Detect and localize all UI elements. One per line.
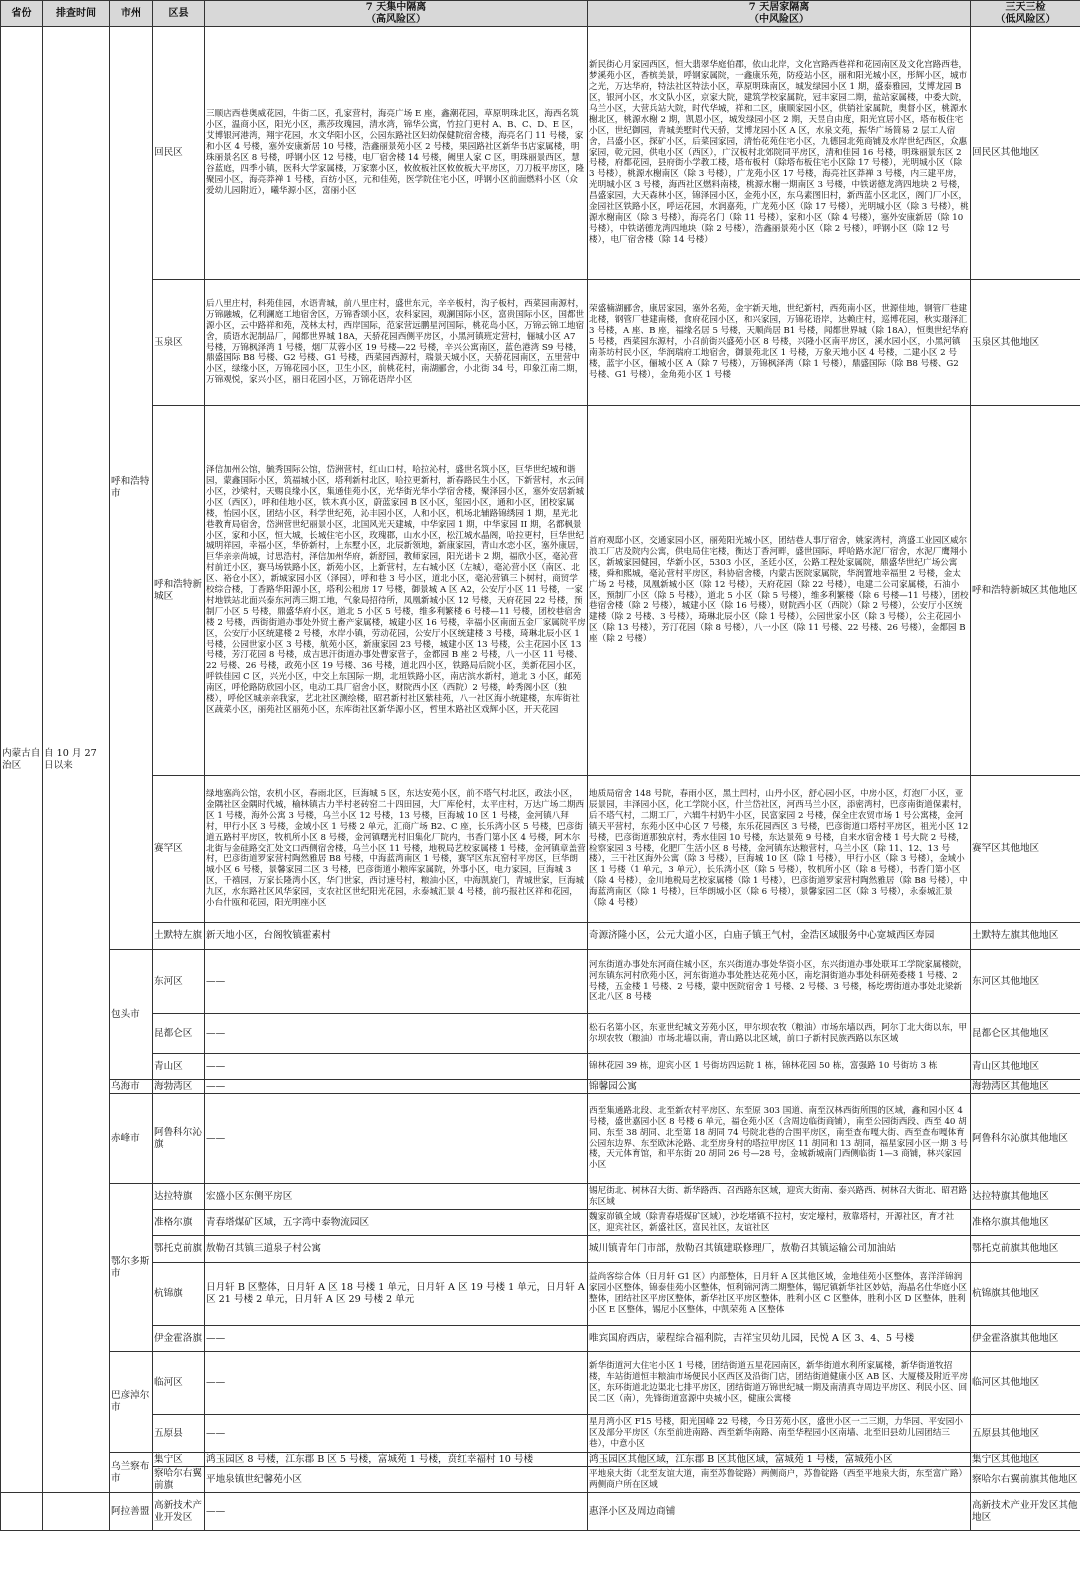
header-high-risk [205,1,588,27]
header-high-sub: （高风险区） [366,13,426,25]
high-risk-cell: —— [205,1326,588,1352]
high-risk-cell: —— [205,1014,588,1054]
low-risk-cell: 赛罕区其他地区 [971,776,1080,923]
table-row [1,1014,1080,1054]
table-row [1,1467,1080,1493]
city-cell: 包头市 [110,950,153,1080]
county-cell: 达拉特旗 [153,1184,205,1210]
table-row [1,1352,1080,1415]
mid-risk-cell: 河东街道办事处东河商住城小区，东兴街道办事处华资小区，东兴街道办事处联耳工学院家属楼院，河东镇东河村欣苑小区，河东街道办事处胜达花苑小区，南圪洞街道办事处科研苑委楼 1 号楼、2 号楼，五金楼 1 号楼、2 号楼，蒙中医院宿舍 1 号楼、2 号楼、3 号楼，杨圪塄街道办事处北梁新区北八区 8 号楼 [588,950,971,1014]
low-risk-cell: 呼和浩特新城区其他地区 [971,406,1080,776]
mid-risk-cell: 松石名第小区，东亚世纪城文芳苑小区，甲尔坝农牧（粮油）市场东墙以西，阿尔丁北大街以东，甲尔坝农牧（粮油）市场北墙以南，青山路以北区域，前口子新村民族西路以东区域 [588,1014,971,1054]
low-risk-cell: 鄂托克前旗其他地区 [971,1236,1080,1263]
mid-risk-cell: 锦林花园 39 栋，迎宾小区 1 号街坊四运院 1 栋，锦林花园 50 栋，富强路 10 号街坊 3 栋 [588,1054,971,1080]
high-risk-cell: 平地泉镇世纪馨苑小区 [205,1467,588,1493]
high-risk-cell: 宏盛小区东侧平房区 [205,1184,588,1210]
county-cell: 伊金霍洛旗 [153,1326,205,1352]
county-cell: 呼和浩特新城区 [153,406,205,776]
table-row [1,1263,1080,1326]
high-risk-cell: 三顺店西巷奥威花园，牛街二区，孔家营村，海亮广场 E 座，鑫潮花园，草原明珠北区，海西名筑小区，温商小区，阳光小区，燕莎玫瑰园，清水湾，锦华公寓，竹拉门更村 A、B、C、D、E 区，艾博银河港湾，翔宇花园，水文华阳小区，公园东路社区妇幼保健院宿舍楼，海亮名门 11 号楼，家和小区 4 号楼，塞外安康新居 10 号楼，浩鑫丽景苑小区 2 号楼，果园路社区新华书店家属楼，明珠丽景名区 8 号楼，呼钢小区 12 号楼，电厂宿舍楼 14 号楼，阙里人家 C 区，明珠丽景西区，慧谷蓝庭，四季小镇，医科大学家属楼，万家寨小区，攸攸板社区攸攸板大平房区，刀刀板平房区，隆聚园小区，海亮莽禅 1 号楼，百纺小区，元和佳苑，医学院住宅小区，呼钢小区前面燃料小区（众爱幼儿园附近），曦华源小区，富丽小区 [205,27,588,280]
city-cell: 乌海市 [110,1080,153,1094]
city-cell: 呼和浩特市 [110,27,153,950]
mid-risk-cell: 西至集通路北段、北至新农村平房区、东至原 303 国道、南至汉林西街所围的区域，鑫和园小区 4 号楼，盛世嘉园小区 8 号楼 6 单元，福仓苑小区（含周边临街商铺），南至公园街西段、西至 40 胡同、东至 38 胡同、北至第 18 胡同 74 号院北巷的合围平房区，南至查布嘎大街、西至查布嘎体育公园东边界、东至欧沐沦路、北至房身村的塔拉甲房区 11 胡同和 13 胡同，福星家园小区一期 3 号楼，天元体育馆，和平东街 20 胡同 26 号—28 号，金城新城南门西侧临街 1—3 商铺，林兴家园小区 [588,1094,971,1184]
low-risk-cell: 集宁区其他地区 [971,1453,1080,1467]
high-risk-cell: 日月轩 B 区整体，日月轩 A 区 18 号楼 1 单元，日月轩 A 区 19 号楼 1 单元，日月轩 A 区 21 号楼 2 单元，日月轩 A 区 29 号楼 2 单元 [205,1263,588,1326]
header-low-title: 三天三检 [1005,1,1046,13]
mid-risk-cell: 首府观邸小区，交通家园小区，丽苑阳光城小区，团结巷人事厅宿舍，姚家湾村，湾盛工业园区威尔浪工厂店及院内公寓，供电局住宅楼，衡达丁香河畔，盛世国际，呼哈路水泥厂宿舍，水泥厂鹰翔小区，新城家园健园，华新小区，5303 小区，圣廷小区，公路工程处家属院，鼎盛华世纪广场公寓楼，舜和熙城，毫沁营村平房区，科协宿舍楼，内蒙古医院家属院，华润置地幸福里 2 号楼，金太广场 2 号楼，凤凰新城小区（除 12 号楼），天府花园（除 22 号楼），电建二公司家属楼，石油小区，预制厂小区（除 5 号楼），道北 5 小区（除 5 号楼），维多利繁楼（除 6 号楼—11 号楼），团校巷宿舍楼（除 2 号楼），城建小区（除 16 号楼），财院西小区（西院）（除 2 号楼），公安厅小区统建楼（除 2 号楼、3 号楼），琦琳北辰小区（除 1 号楼），公园世家小区（除 3 号楼），公主花园小区（除 13 号楼），芳汀花园（除 8 号楼），八一小区（除 11 号楼、22 号楼、26 号楼），金都园 B 座（除 2 号楼） [588,406,971,776]
high-risk-cell: 绿地塞尚公馆，农机小区，春雨北区，巨海城 5 区，东达安苑小区，前不塔气村北区，政法小区，金隅社区金隅时代城，榆林镇古力半村老砖窑二十四田园，大厂库伦村，太平庄村，万达广场二期西区 1 号楼，海外公寓 3 号楼，乌兰小区 12 号楼，13 号楼，巨海城 10 区 1 号楼，金河镇八拜村，甲行小区 3 号楼，金域小区 1 号楼 2 单元，汇商广场 B2、C 座，长乐湾小区 5 号楼，巴彦街道五路村平房区，牧机所小区 8 号楼，金河镇曙光村旧集化厂院内，书香门第小区 4 号楼，阿木尔北街与金硅路交汇处文口西侧宿舍楼，乌兰小区 11 号楼，地税局艺校家属楼 1 号楼，金河镇章盖营村，巴彦街道罗家营村陶然雅居 B8 号楼，中海蓝湾南区 1 号楼，赛罕区东瓦窑村平房区，巨华朗城小区 6 号楼，景馨家园二区 3 号楼，巴彦街道小粮库家属院，外事小区，电力家园，巨海城 3 区，千禧园，万家长隆湾小区，华门世家，西讨速号村，粮油小区，中海凯旋门，青城世家，巨海城九区，水东路社区风华家园，支农社区世纪阳光花园，永泰城汇景 4 号楼，前巧报社区祥和花园，小台什瓯和花园，阳光明座小区 [205,776,588,923]
header-row [1,1,1080,27]
header-time: 排查时间 [43,1,110,27]
mid-risk-cell: 锡尼街北、树林召大街、新华路西、召西路东区域，迎宾大街南、泰兴路西、树林召大街北、昭君路东区域 [588,1184,971,1210]
high-risk-cell: 青春塔煤矿区域，五字湾中泰物流园区 [205,1210,588,1236]
table-row [1,1326,1080,1352]
county-cell: 赛罕区 [153,776,205,923]
table-row [1,1094,1080,1184]
table-row [1,27,1080,280]
mid-risk-cell: 魏家峁镇全域（除青春塔煤矿区域），沙圪堵镇不拉村，安定壕村，敖靠塔村，开源社区，育才社区，迎宾社区，新盛社区，富民社区，友谊社区 [588,1210,971,1236]
table-row [1,950,1080,1014]
county-cell: 五原县 [153,1415,205,1453]
county-cell: 集宁区 [153,1453,205,1467]
province-cell: 内蒙古自治区 [1,27,43,1493]
mid-risk-cell: 益尚客综合体（日月轩 G1 区）内部整体，日月轩 A 区其他区域，金地佳苑小区整体，喜洋洋锦润家园小区整体，锦泰佳苑小区整体，恒利锦河湾二期整体，锡尼镇新华社区妙姑，海晶名仕华庭小区整体，团结社区平房区整体，新华社区平房区整体，胜利小区 C 区整体，胜利小区 D 区整体，胜利小区 E 区整体，锡尼小区整体，中凯荣苑 A 区整体 [588,1263,971,1326]
province-cell-continued [1,1493,43,1531]
low-risk-cell: 准格尔旗其他地区 [971,1210,1080,1236]
county-cell: 昆都仑区 [153,1014,205,1054]
mid-risk-cell: 唯宾国府西店，蒙程综合福利院，吉祥宝贝幼儿园，民悦 A 区 3、4、5 号楼 [588,1326,971,1352]
low-risk-cell: 海勃湾区其他地区 [971,1080,1080,1094]
table-row [1,776,1080,923]
low-risk-cell: 阿鲁科尔沁旗其他地区 [971,1094,1080,1184]
low-risk-cell: 青山区其他地区 [971,1054,1080,1080]
high-risk-cell: —— [205,1080,588,1094]
high-risk-cell: —— [205,950,588,1014]
mid-risk-cell: 锦馨园公寓 [588,1080,971,1094]
county-cell: 临河区 [153,1352,205,1415]
low-risk-cell: 东河区其他地区 [971,950,1080,1014]
county-cell: 准格尔旗 [153,1210,205,1236]
high-risk-cell: 敖勒召其镇三道泉子村公寓 [205,1236,588,1263]
table-row [1,406,1080,776]
mid-risk-cell: 荣盛楠湖郦舍，康居家园，塞外名苑，金宇新天地，世纪新村，西苑南小区，世源佳地，钢管厂巷建北楼，钢管厂巷建南楼，食府花园小区，和兴家园，万锦花语岸，达赖庄村，巡博花园，秋实璟泽汇 3 号楼，A 座、B 座，福缘名居 5 号楼，天顺尚居 B1 号楼，闻都世界城（除 18A），恒奥世纪华府 5 号楼，西菜园东源村，小召前街兴盛苑小区 8 号楼，兴隆小区南平房区，溪水园小区，小黑河镇南茶坊村民小区，华润瑞府工地宿舍，御景苑北区 1 号楼，万象天地小区 4 号楼，二建小区 2 号楼，蓝宇小区，俪城小区 A（除 7 号楼），万锦枫泽湾（除 1 号楼），鼎盛国际（除 B8 号楼、G2 号楼、G1 号楼），金角苑小区 1 号楼 [588,280,971,406]
low-risk-cell: 伊金霍洛旗其他地区 [971,1326,1080,1352]
table-row [1,1415,1080,1453]
header-high-title: 7 天集中隔离 [365,1,427,13]
high-risk-cell: —— [205,1054,588,1080]
county-cell: 东河区 [153,950,205,1014]
city-cell: 赤峰市 [110,1094,153,1184]
low-risk-cell: 五原县其他地区 [971,1415,1080,1453]
time-cell-continued [43,1493,110,1531]
mid-risk-cell: 平地泉大街（北至友谊大道，南至苏鲁锭路）两侧商户，苏鲁锭路（西至平地泉大街，东至富广路）两侧商户所在区域 [588,1467,971,1493]
header-province: 省份 [1,1,43,27]
mid-risk-cell: 鸿玉园区其他区域，江东郡 B 区其他区域，富城苑 1 号楼，富城苑小区 [588,1453,971,1467]
header-low-risk [971,1,1080,27]
low-risk-cell: 回民区其他地区 [971,27,1080,280]
table-row [1,1236,1080,1263]
county-cell: 察哈尔右翼前旗 [153,1467,205,1493]
mid-risk-cell: 城川镇青年门市部，敖勒召其镇建联修理厂，敖勒召其镇运输公司加油站 [588,1236,971,1263]
low-risk-cell: 杭锦旗其他地区 [971,1263,1080,1326]
county-cell: 回民区 [153,27,205,280]
county-cell: 青山区 [153,1054,205,1080]
mid-risk-cell: 地质局宿舍 148 号院，春雨小区，黑土凹村，山丹小区，舒心园小区，中房小区，灯泡厂小区，亚辰景园，丰泽园小区，化工学院小区，什兰岱社区，河西马兰小区，添密湾村，巴彦南街道保素村，后不塔气村，二期工厂，六辑牛村奶牛小区，民富家园 2 号楼，保全庄农贸市场 1 号公寓楼，金河镇天平营村，东苑小区中心区 7 号楼，东乐花园西区 3 号楼，巴彦街道口塔村平房区，祖光小区 12 号楼，巴彦街道那独京村，秀水佳园 10 号楼，东达景苑 9 号楼，自来水宿舍楼 1 号大院 2 号楼，检察家园 3 号楼，化肥厂生活小区 8 号楼，金河镇东达粮营村，乌兰小区（除 11、12、13 号楼），三干社区海外公寓（除 3 号楼），巨海城 10 区（除 1 号楼），甲行小区（除 3 号楼），金域小区 1 号楼（1 单元，3 单元），长乐湾小区（除 5 号楼），牧机所小区（除 8 号楼），书香门第小区（除 4 号楼），金川地税局艺校家属楼（除 1 号楼），巴彦街道罗家营村陶然雅居（除 B8 号楼），中海蓝湾南区（除 1 号楼），巨华朗城小区（除 6 号楼），景馨家园二区（除 3 号楼），永泰城汇景（除 4 号楼） [588,776,971,923]
low-risk-cell: 昆都仑区其他地区 [971,1014,1080,1054]
low-risk-cell: 玉泉区其他地区 [971,280,1080,406]
header-mid-title: 7 天居家隔离 [748,1,810,13]
county-cell: 阿鲁科尔沁旗 [153,1094,205,1184]
header-mid-risk [588,1,971,27]
table-row [1,1184,1080,1210]
mid-risk-cell: 奇源济隆小区，公元大道小区，白庙子镇王气村，金浩区域服务中心宽城西区寿园 [588,923,971,950]
header-mid-sub: （中风险区） [749,13,809,25]
table-row [1,1493,1080,1531]
high-risk-cell: —— [205,1352,588,1415]
low-risk-cell: 察哈尔右翼前旗其他地区 [971,1467,1080,1493]
mid-risk-cell: 新民街心月家园西区，恒大翡翠华庭伯郡，依山北岸，文化宫路西巷祥和花园南区及文化宫路西巷，梦溪苑小区，香槟美景，呼钢家属院，一鑫康乐苑，防疫站小区，丽和阳光城小区，彤辉小区，城市之光，万达华府，特法社区特法小区，草原明珠南区，城发绿园小区 1 期，盛泰雅园，艾博龙园 B 区，银河小区，水文队小区，京家大院，建筑学校家属院，冠丰家园二期，盐站家属楼，中委大院，乌兰小区，大营兵站大院，时代华城，祥和二区，康顺家园小区，供销社家属院，奥督小区，桃源水榭北区，桃源水榭 2 期，凯恩小区，城发绿园小区 2 期，天昱自由度，阳光宜居小区，塔布板住宅小区，世纪御园，青城美墅时代天骄，艾博龙园小区 A 区，水泉文苑，振华广场简易 2 层工人宿舍，吕盛小区，探矿小区，后菜园家园，清怡花苑住宅小区，九德园北苑商铺及水岸世纪西区，众惠家园，乾元园，供电小区（西区），广汉板村北郊院同平房区，清和佳园 16 号楼，明珠丽景东区 2 号楼，府都花园，县府街小学教工楼，塔布板村（除塔布板住宅小区除 17 号楼），光明城小区（除 3 号楼），桃源水榭南区（除 3 号楼），广龙苑小区 17 号楼，海亮社区莽禅 3 号楼，内三建平房，光明城小区 3 号楼，海西社区燃料南楼，桃源水榭一期南区 3 号楼，中铁诺德龙湾四地块 2 号楼，昌盛家园，大天森林小区，锦泽园小区，金苑小区，东乌素图旧村，新西蓝小区北区，阁门厂小区，金园社区铁路小区，呼运花园，水润嘉苑，广龙苑小区（除 17 号楼），光明城小区（除 3 号楼），桃源水榭南区（除 3 号楼），海亮名门（除 11 号楼），家和小区（除 4 号楼），塞外安康新居（除 10 号楼），中铁诺德龙湾四地块（除 2 号楼），浩鑫丽景苑小区（除 2 号楼），呼钢小区（除 12 号楼），电厂宿舍楼（除 14 号楼） [588,27,971,280]
low-risk-cell: 高新技术产业开发区其他地区 [971,1493,1080,1531]
city-cell: 鄂尔多斯市 [110,1184,153,1352]
header-county: 区县 [153,1,205,27]
table-row [1,923,1080,950]
table-row [1,280,1080,406]
high-risk-cell: —— [205,1493,588,1531]
mid-risk-cell: 星月湾小区 F15 号楼，阳光国峰 22 号楼，今日芳苑小区，盛世小区一二三期，力华园、平安园小区及部分平房区（东至前进南路、西至新华南路、南至华程园小区南墙、北至旧县幼儿园团结三巷），中意小区 [588,1415,971,1453]
high-risk-cell: 新天地小区，台阁牧镇霍素村 [205,923,588,950]
low-risk-cell: 临河区其他地区 [971,1352,1080,1415]
time-cell: 自 10 月 27 日以来 [43,27,110,1493]
mid-risk-cell: 新华街道河大住宅小区 1 号楼，团结街道五星花园南区，新华街道水利所家属楼，新华街道牧招楼，车站街道恒丰粮油市场便民小区西区及沿街门店，团结街道健康小区 AB 区、大厦楼及附近平房区，东环街道北边渠北七排平房区，团结街道万锦世纪城一期及南清真寺周边平房区、利民小区、回民二区（南），先锋街道富源中央城小区，健康公寓楼 [588,1352,971,1415]
city-cell: 乌兰察布市 [110,1453,153,1493]
county-cell: 杭锦旗 [153,1263,205,1326]
table-row [1,1080,1080,1094]
high-risk-cell: —— [205,1094,588,1184]
city-cell: 阿拉善盟 [110,1493,153,1531]
low-risk-cell: 达拉特旗其他地区 [971,1184,1080,1210]
header-city: 市州 [110,1,153,27]
table-row [1,1210,1080,1236]
high-risk-cell: 泽信加州公馆，毓秀国际公馆，岱洲营村，红山口村，哈拉沁村，盛世名筑小区，巨华世纪城和谐园，蒙鑫国际小区，筑福城小区，塔利新村北区，哈拉更新村，新春路民生小区，下新营村，水云间小区，沙梁村，天赐良缘小区，集通佳苑小区，光华街光华小学宿舍楼，聚泽园小区，塞外安居新城小区（西区），呼和佳地小区，铁木真小区，蔚蓝家园 B 区小区，玺园小区，通和小区，团校家属楼，怡园小区，团结小区，科学世纪苑，沁丰园小区，人和小区，机场北辅路锦绣园 1 期，星光北巷教育局宿舍，岱洲营世纪丽景小区，北国风光天建城，中华家园 1 期，中华家园 II 期，名都枫景小区，家和小区，恒大城，长城住宅小区，玫瑰郡，山水小区，松江城水晶阁，哈拉更村，巨华世纪城明祥园，幸福小区，华侨新村，上东墅小区，北辰新领地，新康家园，青山水恋小区，塞外康居，巨华亲亲尚城，讨思浩村，泽信加州华府，新舒园，教师家园，阳光诺卡 2 期，福欣小区，毫沁营村前迁小区，赛马场铁路小区，新苑小区，上新营村，左右城小区（左城），毫沁营小区（南区、北区、裕仓小区），新城家园小区（泽园），呼和巷 3 号小区，道北小区，毫沁营镇三卜树村，商贸学校综合楼，丁香路华阳源小区，塔利公租房 17 号楼，御景城 A 区 A2，公安厅小区 11 号楼，一家村地铁站北面兴泰东河湾三期工地，气象局招待所，凤凰新城小区 12 号楼，天府花园 22 号楼，预制厂小区 5 号楼，鼎盛华府小区，道北 5 小区 5 号楼，维多利繁楼 6 号楼—11 号楼，团校巷宿舍楼 2 号楼，西街街道办事处外贸土畜产家属楼，城建小区 16 号楼，幸福小区南面五金厂家属院平房区，公安厅小区统建楼 2 号楼，水岸小镇，劳动花园，公安厅小区统建楼 3 号楼，琦琳北辰小区 1 号楼，公园世家小区 3 号楼，航苑小区，新康家园 23 号楼，城建小区 13 号楼，公主花园小区 13 号楼，芳汀花园 8 号楼，成吉思汗街道办事处曹家营子，金都园 B 座 2 号楼，八一小区 11 号楼、22 号楼、26 号楼，政苑小区 19 号楼、36 号楼，道北四小区，铁路局后院小区，美新花园小区，呼铁佳园 C 区，兴光小区，中交上东国际一期，北垣铁路小区，南店滨水新村，道北 3 小区，邮苑南区，呼伦路防欣园小区，电动工具厂宿舍小区，财院西小区（西院）2 号楼，岭秀阁小区（独楼），呼伦区城亲亲我家，艺北社区测绘楼，昭君新村社区紫桂苑，八一社区海小统建楼，东库街社区蔬菜小区，丽苑社区丽苑小区，东库街社区新华源小区，哲里木路社区戏辉小区，开天花园 [205,406,588,776]
high-risk-cell: 后八里庄村，科苑佳园，水语青城，前八里庄村，盛世东元，辛辛板村，沟子板村，西菜园南源村，万锦融城，亿利澜庭工地宿舍区，万锦香颂小区，农科家园，观澜国际小区，富贵国际小区，国都世源小区，云中路祥和苑，茂林太村，西岸国际，范家营远鹏星河国际，桃花岛小区，万锦云锦工地宿舍，质语水泥制品厂，闻都世界城 18A，天骄花园西侧平房区，小黑河镇班定营村，俪城小区 A7 号楼，万锦枫泽湾 1 号楼，烟厂苁蓉小区 19 号楼—22 号楼，辛兴公寓南区，蓝色港湾 S9 号楼，鼎盛国际 B8 号楼、G2 号楼、G1 号楼，西菜园西源村，瑞景天城小区，天骄花园南区，五里营中小区，绿缘小区，万锦花园小区，卫生小区，前桃花村，南湖郦舍，小北街 34 号，印象江南二期，万锦观悦，家兴小区，丽日花园小区，万锦花语岸小区 [205,280,588,406]
county-cell: 海勃湾区 [153,1080,205,1094]
header-low-sub: （低风险区） [995,13,1056,25]
table-row [1,1054,1080,1080]
county-cell: 鄂托克前旗 [153,1236,205,1263]
city-cell: 巴彦淖尔市 [110,1352,153,1453]
county-cell: 高新技术产业开发区 [153,1493,205,1531]
low-risk-cell: 土默特左旗其他地区 [971,923,1080,950]
mid-risk-cell: 惠泽小区及周边商铺 [588,1493,971,1531]
high-risk-cell: —— [205,1415,588,1453]
high-risk-cell: 鸿玉园区 8 号楼，江东郡 B 区 5 号楼，富城苑 1 号楼，贲红幸福村 10 号楼 [205,1453,588,1467]
table-row [1,1453,1080,1467]
county-cell: 土默特左旗 [153,923,205,950]
county-cell: 玉泉区 [153,280,205,406]
